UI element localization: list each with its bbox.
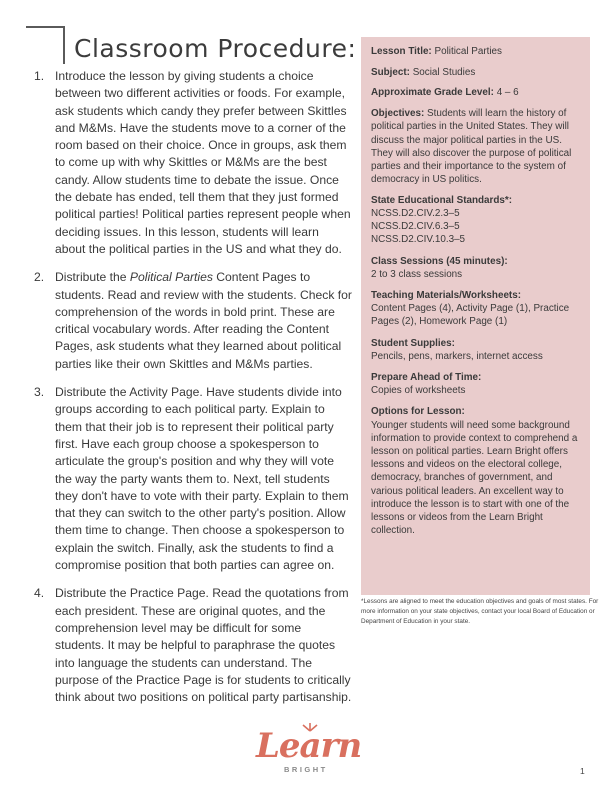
step-text-pre: Distribute the	[55, 270, 130, 285]
lesson-title-row	[371, 45, 580, 58]
step-text-emphasis: Political Parties	[129, 270, 213, 285]
step-number: 3.	[34, 385, 45, 400]
objectives-row	[371, 107, 580, 186]
corner-rule-horizontal	[26, 26, 64, 28]
procedure-step-2	[34, 269, 352, 373]
page-number: 1	[580, 766, 585, 776]
procedure-step-3	[34, 384, 352, 574]
page-title: Classroom Procedure:	[74, 34, 357, 63]
sessions-label: Class Sessions (45 minutes):	[371, 255, 508, 267]
objectives-label: Objectives:	[371, 108, 425, 120]
options-label: Options for Lesson:	[371, 406, 465, 418]
standards-section	[371, 194, 580, 247]
step-text	[55, 269, 352, 373]
step-text: Distribute the Practice Page. Read the quotations from each president. These are original quotes, and the comprehension level may be difficult for some students. It may be helpful to paraphrase the quotes into language the students can understand. The purpose of the Practice Page is for students to critically think about two positions on political party partisanship.	[55, 586, 352, 705]
materials-value: Content Pages (4), Activity Page (1), Practice Pages (2), Homework Page (1)	[371, 303, 570, 328]
prepare-section	[371, 371, 580, 397]
subject-label: Subject:	[371, 66, 410, 78]
learn-bright-logo	[252, 722, 362, 772]
subject-row	[371, 66, 580, 79]
grade-label: Approximate Grade Level:	[371, 87, 494, 99]
supplies-label: Student Supplies:	[371, 337, 455, 349]
lesson-title-label: Lesson Title:	[371, 46, 432, 57]
corner-rule-vertical	[63, 26, 65, 64]
standard-item: NCSS.D2.CIV.10.3–5	[371, 234, 466, 246]
options-section	[371, 405, 580, 537]
supplies-section	[371, 337, 580, 363]
grade-value: 4 – 6	[496, 87, 519, 99]
procedure-step-4	[34, 585, 352, 706]
step-text-post: Content Pages to students. Read and review with the students. Check for comprehension of the words in bold print. These are critical vocabulary words. After reading the Content Pages, ask students what they learned about political parties like their own Skittles and M&Ms parties.	[55, 270, 352, 371]
step-number: 2.	[34, 270, 45, 285]
prepare-label: Prepare Ahead of Time:	[371, 372, 482, 384]
step-text: Distribute the Activity Page. Have students divide into groups according to each political party. Explain to them that their job is to represent their political party first. Have each group choose a spokesperson to articulate the group's position and why they will vote the way the party wants them to. Next, tell students they don't have to vote with their party. Explain to them that they can switch to the other party's position. Allow them time to change. Then choose a spokesperson to explain the switch. Finally, ask the students to find a compromise position that both parties can agree on.	[55, 385, 349, 573]
step-text: Introduce the lesson by giving students a choice between two different activities or foods. For example, ask students which candy they prefer between Skittles and M&Ms. Have the students move to a corner of the room based on their choice. Once in groups, ask them to come up with why Skittles or M&Ms are the best candy. Allow students time to debate the issue. Once the debate has ended, tell them that they just formed political parties! Political parties represent people when deciding issues. In this lesson, students will learn about the political parties in the US and what they do.	[55, 69, 351, 256]
logo-word: Learn	[256, 726, 362, 766]
procedure-step-1	[34, 68, 352, 258]
logo-subword: BRIGHT	[284, 765, 328, 774]
objectives-value: Students will learn the history of political parties in the United States. They will discuss the major political parties in the US. They will also discover the purpose of political parties and their importance to the system of democracy in US politics.	[371, 108, 572, 186]
subject-value: Social Studies	[412, 66, 476, 78]
supplies-value: Pencils, pens, markers, internet access	[371, 350, 543, 362]
lesson-title-value: Political Parties	[434, 46, 502, 57]
standard-item: NCSS.D2.CIV.2.3–5	[371, 208, 460, 220]
grade-row	[371, 86, 580, 99]
prepare-value: Copies of worksheets	[371, 385, 466, 397]
step-number: 1.	[34, 69, 45, 83]
standard-item: NCSS.D2.CIV.6.3–5	[371, 221, 460, 233]
lesson-info-sidebar	[361, 37, 590, 595]
materials-label: Teaching Materials/Worksheets:	[371, 290, 521, 302]
standards-footnote: *Lessons are aligned to meet the education objectives and goals of most states. For more information on your state objectives, contact your local Board of Education or Department of Education in your state.	[361, 598, 599, 625]
sessions-value: 2 to 3 class sessions	[371, 268, 463, 280]
sessions-section	[371, 255, 580, 281]
standards-label: State Educational Standards*:	[371, 194, 513, 206]
materials-section	[371, 289, 580, 329]
procedure-list	[34, 68, 352, 717]
options-value: Younger students will need some background information to provide context to comprehend a lesson on political parties. Learn Bright offers lessons and videos on the electoral college, democracy, branches of government, and various political leaders. An excellent way to introduce the lesson is to start with one of the lessons or videos from the Learn Bright collection.	[371, 419, 578, 537]
step-number: 4.	[34, 586, 45, 601]
